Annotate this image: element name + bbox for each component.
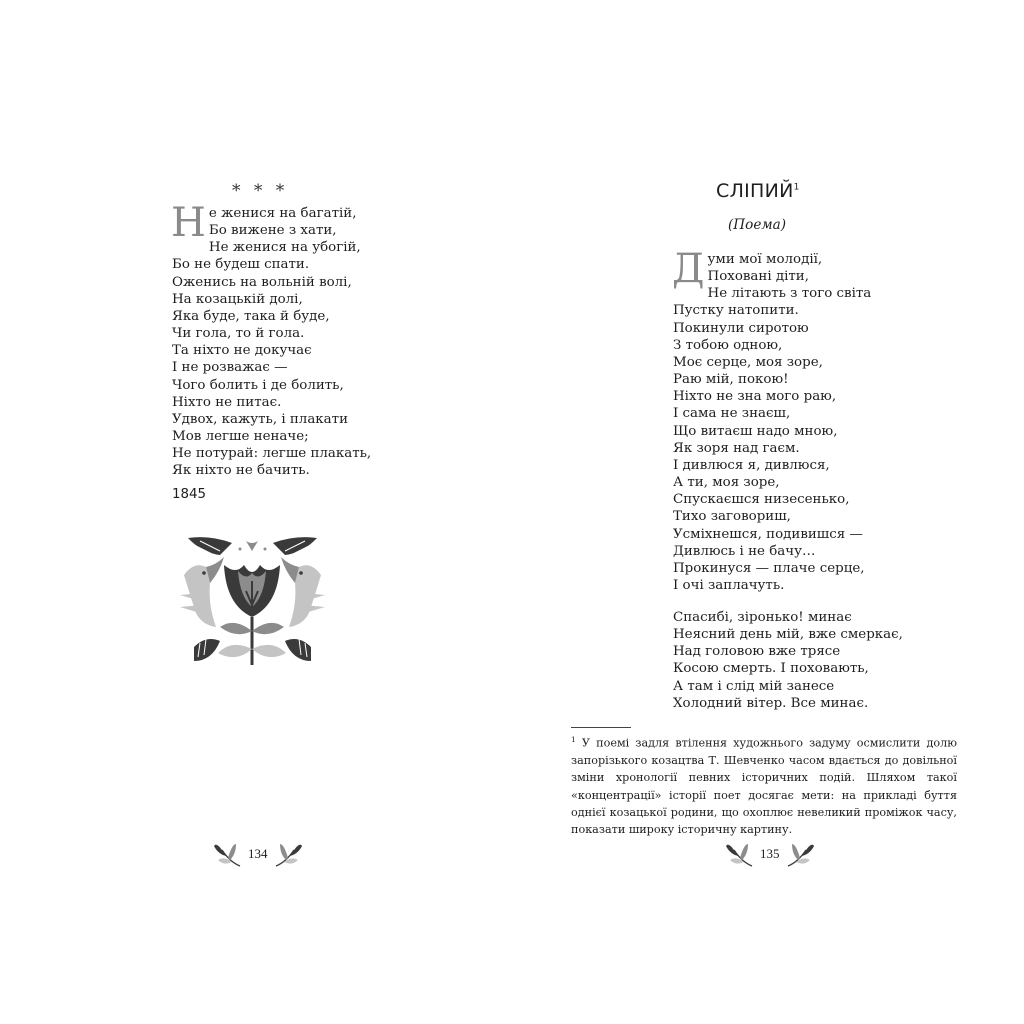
poem-line: Холодний вітер. Все минає. [673, 695, 869, 711]
right-poem-stanza-2 [673, 609, 903, 712]
page-number-right [724, 840, 816, 868]
poem-line: Яка буде, така й буде, [172, 308, 330, 324]
poem-line: Над головою вже трясе [673, 644, 841, 660]
poem-line: А там і слід мій занесе [673, 678, 835, 694]
poem-line: Ніхто не зна мого раю, [673, 389, 837, 405]
poem-line: Прокинуся — плаче серце, [673, 560, 865, 576]
poem-line: На козацькій долі, [172, 291, 303, 307]
poem-line: Думи мої молодії, [672, 246, 823, 292]
poem-line: Не женися на багатій, [171, 200, 357, 246]
drop-cap: Д [672, 246, 705, 292]
poem-line: Та ніхто не докучає [172, 343, 312, 359]
poem-line: Не женися на убогій, [208, 240, 361, 256]
poem-title: СЛІПИЙ$^1$ [716, 180, 800, 202]
section-separator: * * * [232, 181, 289, 201]
footnote-text: У поемі задля втілення художнього задуму осмислити долю запорізького козацтва Т. Шевченко часом вдається до довільної зміни хронології певних історичних подій. Шляхом такої «концентрації» історії поет досягає мети: на прикладі буття однієї козацької родини, що охоплює невеликий проміжок часу, показати широку історичну картину. [571, 736, 957, 837]
poem-year: 1845 [172, 487, 207, 502]
poem-line: Не потурай: легше плакать, [172, 446, 372, 462]
poem-line: Дивлюсь і не бачу… [673, 543, 816, 559]
leaf-sprig-icon [212, 840, 242, 868]
poem-line: Бо вижене з хати, [208, 223, 337, 239]
leaf-sprig-icon [274, 840, 304, 868]
poem-line: Усміхнешся, подивишся — [673, 526, 863, 542]
poem-line: Як ніхто не бачить. [172, 463, 310, 479]
footnote-marker: 1 [571, 735, 576, 744]
poem-line: Спускаєшся низесенько, [673, 492, 850, 508]
poem-line: Не літають з того світа [707, 286, 872, 302]
page-number: 135 [760, 846, 780, 861]
poem-line: Що витаєш надо мною, [673, 423, 838, 439]
poem-line: Мов легше неначе; [172, 429, 309, 445]
poem-line: І сама не знаєш, [673, 406, 791, 422]
folk-flower-birds-ornament-icon [180, 535, 325, 670]
page-number: 134 [248, 846, 268, 861]
poem-line: І дивлюся я, дивлюся, [673, 457, 830, 473]
poem-line: Моє серце, моя зоре, [673, 354, 823, 370]
poem-line: Оженись на вольній волі, [172, 274, 352, 290]
footnote-marker[interactable]: 1 [793, 182, 800, 193]
leaf-sprig-icon [724, 840, 754, 868]
poem-line: І очі заплачуть. [673, 577, 785, 593]
poem-line: І не розважає — [172, 360, 288, 376]
right-poem-stanza-1 [672, 246, 872, 594]
leaf-sprig-icon [786, 840, 816, 868]
poem-line: Спасибі, зіронько! минає [673, 610, 852, 625]
poem-line: Раю мій, покою! [673, 372, 789, 388]
poem-line: З тобою одною, [673, 337, 783, 353]
poem-line: Тихо заговориш, [673, 509, 791, 525]
poem-line: Покинули сиротою [673, 320, 809, 336]
poem-line: Неясний день мій, вже смеркає, [673, 627, 903, 643]
poem-line: Поховані діти, [707, 269, 809, 285]
poem-line: Ніхто не питає. [172, 394, 282, 410]
poem-subtitle: (Поема) [728, 217, 787, 233]
poem-line: Бо не будеш спати. [172, 257, 310, 273]
poem-line: Як зоря над гаєм. [673, 440, 800, 456]
poem-line: Чого болить і де болить, [172, 377, 344, 393]
poem-line: Косою смерть. І поховають, [673, 661, 869, 677]
drop-cap: Н [171, 200, 206, 246]
left-poem [171, 200, 372, 480]
poem-line: А ти, моя зоре, [673, 475, 780, 491]
poem-line: Пустку натопити. [673, 303, 799, 319]
page-number-left [212, 840, 304, 868]
poem-line: Чи гола, то й гола. [172, 326, 305, 342]
footnote [571, 731, 957, 839]
footnote-divider [571, 727, 631, 728]
poem-line: Удвох, кажуть, і плакати [172, 411, 348, 427]
